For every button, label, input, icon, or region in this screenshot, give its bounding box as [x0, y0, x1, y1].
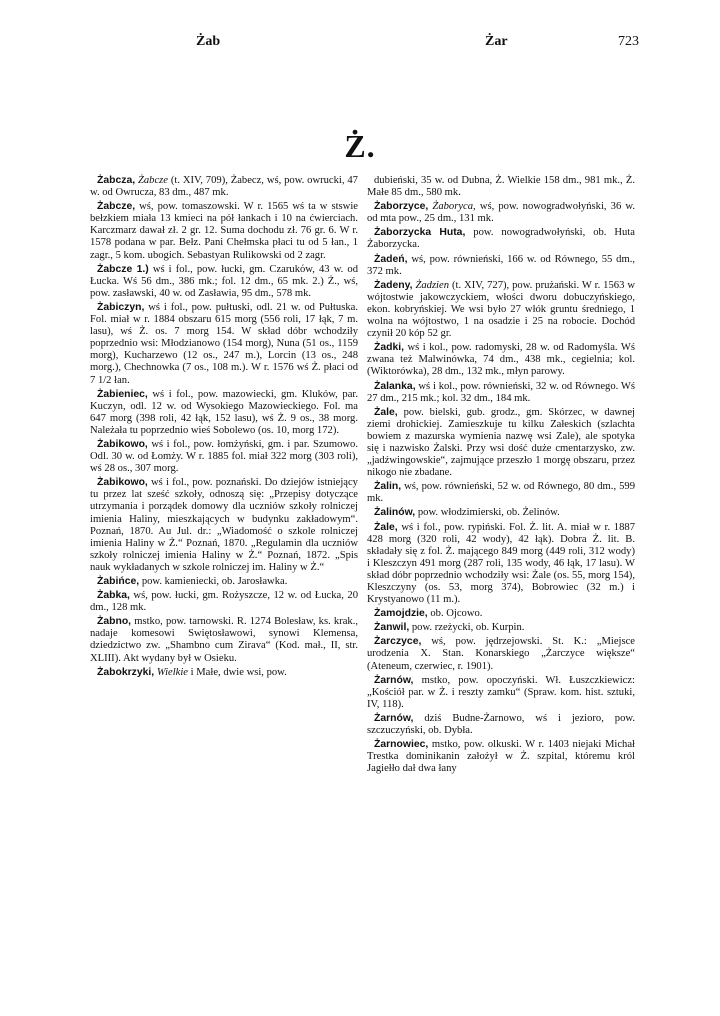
entry-headword: Żadki,	[374, 342, 405, 354]
entry-headword: Żalanka,	[374, 380, 416, 392]
entry-headword: Żarnów,	[374, 712, 414, 724]
entry-headword: Żabokrzyki,	[97, 666, 155, 678]
dictionary-entry	[367, 201, 635, 225]
entry-headword: Żale,	[374, 521, 398, 533]
dictionary-entry	[367, 713, 635, 737]
entry-body: (t. XIV, 709), Żabecz, wś, pow. owrucki, 47 w. od Owrucza, 83 dm., 487 mk.	[90, 175, 358, 199]
dictionary-entry	[367, 280, 635, 340]
entry-headword: Żaborzycka Huta,	[374, 227, 466, 239]
entry-body: wś, pow. równieński, 52 w. od Równego, 80 dm., 599 mk.	[367, 481, 635, 505]
entry-headword: Żabcze 1.)	[97, 263, 149, 275]
entry-body: mstko, pow. tarnowski. R. 1274 Bolesław, ks. krak., nadaje komesowi Swiętosławowi, synowi Klemensa, dziedzictwo zw. „Shambno cum Zirava“ (Kod. mał., II, str. XLIII). Akt wydany był w Osieku.	[90, 616, 358, 664]
section-letter-heading: Ż.	[344, 128, 376, 164]
dictionary-entry	[367, 342, 635, 378]
entry-body: i Małe, dwie wsi, pow.	[190, 666, 287, 678]
page-header	[0, 34, 720, 56]
entry-headword: Żamojdzie,	[374, 608, 428, 620]
dictionary-entry	[367, 608, 635, 620]
entry-body: (t. XIV, 727), pow. prużański. W r. 1563 w wójtostwie jakowczyckiem, włości dworu dobuczyńskiego, ekon. kobryńskiej. We wsi było 27 włók gruntu średniego, 1 wolna na wójtostwo, 1 na osadzie i 25 na robocie. Dochód czynił 20 kóp 52 gr.	[367, 279, 635, 340]
entry-headword: Żale,	[374, 406, 398, 418]
entry-body: wś i kol., pow. radomyski, 28 w. od Radomyśla. Wś zwana też Malwinówka, 74 dm., 438 mk., cegielnia; kol. (Wiktorówka), 28 dm., 132 mk., młyn parowy.	[367, 342, 635, 378]
entry-body: wś i fol., pow. łucki, gm. Czarukόw, 43 w. od Łucka. Wś 56 dm., 386 mk.; fol. 12 dm., 65 mk. 2.) Ż., wś, pow. zasławski, 40 w. od Zasławia, 95 dm., 578 mk.	[90, 263, 358, 299]
entry-body: wś, pow. tomaszowski. W r. 1565 wś ta w stswie bełzkiem miała 13 kmieci na pół łankach i 10 na ćwierciach. Karczmarz dawał zł. 2 gr. 12. Suma dochodu zł. 76 gr. 6. W r. 1578 podana w par. Bełz. Pani Chełmska płaci tu od 5 łan., 1 zagr., 5 kom. ubogich. Sebastyan Rulikowski od 2 zagr.	[90, 201, 358, 261]
entry-body: wś i fol., pow. mazowiecki, gm. Kluków, par. Kuczyn, odl. 12 w. od Wysokiego Mazowieckiego. Fol. ma 647 morg (398 roli, 42 łąk, 152 lasu), wś Ż. 9 os., 38 morg. Należała tu poprzednio wieś Sobolewo (os. 10, morg 172).	[90, 388, 358, 436]
dictionary-entry	[90, 175, 358, 199]
entry-headword: Żabieniec,	[97, 388, 148, 400]
entry-body: mstko, pow. olkuski. W r. 1403 niejaki Michał Trestka dominikanin założył w Ż. szpital, któremu król Jagiełło dał dwa łany	[367, 739, 635, 775]
entry-body: pow. bielski, gub. grodz., gm. Skórzec, w dawnej ziemi drohickiej. Zamieszkuje tu kilku Załeskich (szlachta bowiem z mazurska wymienia nazwę wsi Zale), ale spotyka się i nazwisko Żalski. Przy wsi dość duże cmentarzysko, zw. „jadźwingowskie“, zajmujące przeszło 1 morgę obszaru, przez nikogo nie zbadane.	[367, 406, 635, 479]
dictionary-entry	[90, 477, 358, 574]
dictionary-entry	[90, 302, 358, 387]
dictionary-entry	[367, 675, 635, 711]
entry-body: pow. włodzimierski, ob. Żelinów.	[417, 507, 560, 519]
dictionary-entry	[367, 507, 635, 519]
dictionary-entry	[367, 381, 635, 405]
entry-variant: Wielkie	[156, 666, 189, 678]
entry-body: pow. nowogradwołyński, ob. Huta Żaborzycka.	[367, 227, 635, 251]
right-column	[367, 175, 635, 777]
dictionary-entry	[90, 576, 358, 588]
entry-body: dziś Budne-Żarnowo, wś i jezioro, pow. szczuczyński, ob. Dybła.	[367, 712, 635, 737]
header-left-catchword: Żab	[196, 34, 221, 49]
entry-body: pow. kamieniecki, ob. Jarosławka.	[141, 576, 288, 587]
dictionary-entry	[367, 622, 635, 634]
entry-body: mstko, pow. opoczyński. Wł. Łuszczkiewicz: „Kościół par. w Ż. i reszty zamku“ (Spraw. kom. hist. sztuki, IV, 118).	[367, 674, 635, 710]
dictionary-entry	[90, 439, 358, 475]
dictionary-entry	[367, 522, 635, 607]
dictionary-entry	[367, 739, 635, 775]
dictionary-entry	[367, 254, 635, 278]
entry-body: wś, pow. nowogradwołyński, 36 w. od mta pow., 25 dm., 131 mk.	[367, 201, 635, 225]
entry-body: wś i kol., pow. równieński, 32 w. od Równego. Wś 27 dm., 215 mk.; kol. 32 dm., 184 mk.	[367, 380, 635, 404]
entry-headword: Żarczyce,	[374, 636, 422, 648]
left-column	[90, 175, 358, 681]
entry-headword: Żabińce,	[97, 576, 140, 587]
entry-headword: Żaborzyce,	[374, 201, 429, 213]
dictionary-entry	[367, 227, 635, 251]
dictionary-entry	[90, 616, 358, 664]
entry-headword: Żabcza,	[97, 175, 136, 186]
entry-body: wś, pow. równieński, 166 w. od Równego, 55 dm., 372 mk.	[367, 253, 635, 277]
entry-headword: Żadeny,	[374, 279, 413, 291]
entry-headword: Żarnów,	[374, 674, 414, 686]
dictionary-entry	[367, 175, 635, 199]
entry-headword: Żabikowo,	[97, 438, 148, 450]
entry-headword: Żabiczyn,	[97, 301, 145, 313]
entry-body: wś i fol., pow. pułtuski, odl. 21 w. od Pułtuska. Fol. miał w r. 1884 obszaru 615 morg (556 roli, 17 łąk, 7 m. lasu), wś Ż. os. 7 morg 154. W skład dóbr wchodziły poprzednio wsi: Młodzianowo (154 morg), Nuna (51 os., 1159 morg), Kucharzewo (12 os., 247 m.), Lorcin (13 os., 248 morg.), Chechnowka (7 os., 108 m.). W r. 1576 wś Ż. płaci od 7 1/2 łan.	[90, 301, 358, 386]
dictionary-entry	[367, 481, 635, 505]
entry-body: wś i fol., pow. łomżyński, gm. i par. Szumowo. Odl. 30 w. od Łomży. W r. 1885 fol. miał 322 morg (303 roli), wś 28 os., 307 morg.	[90, 438, 359, 475]
entry-variant: Żadzien	[415, 279, 450, 291]
entry-headword: Żalin,	[374, 481, 402, 493]
header-right-catchword: Żar	[485, 34, 508, 49]
entry-body: pow. rzeżycki, ob. Kurpin.	[411, 622, 525, 634]
dictionary-entry	[90, 201, 358, 261]
page-number: 723	[618, 34, 639, 49]
entry-body: wś i fol., pow. rypiński. Fol. Ż. lit. A. miał w r. 1887 428 morg (320 roli, 42 wody), 42 łąk). Dobra Ż. lit. B. składały się z fol. Ż. mającego 849 morg (449 roli, 312 wody) i Kleszczyn 491 morg (287 roli, 135 wody, 46 łąk, 17 lasu). W skład dóbr poprzednio wchodziły wsi: Żale (os. 55, morg 154), Kleszczyny (os. 53, morg 374), Bobrowiec (32 m.) i Krystyanowo (11 m.).	[367, 521, 635, 606]
entry-headword: Żarnowiec,	[374, 739, 429, 751]
entry-headword: Żalinów,	[374, 507, 416, 519]
dictionary-entry	[90, 590, 358, 614]
dictionary-entry	[367, 407, 635, 480]
entry-variant: Żaboryca,	[432, 201, 476, 213]
dictionary-entry	[90, 667, 358, 679]
entry-headword: Żabcze,	[97, 201, 136, 213]
entry-body: wś, pow. jędrzejowski. St. K.: „Miejsce urodzenia X. Stan. Konarskiego „Żarczyce większe“ (Ateneum, czerwiec, r. 1901).	[367, 636, 635, 672]
entry-headword: Żadeń,	[374, 253, 408, 265]
dictionary-entry	[90, 264, 358, 300]
entry-body: dubieński, 35 w. od Dubna, Ż. Wielkie 158 dm., 981 mk., Ż. Małe 85 dm., 580 mk.	[367, 175, 635, 199]
entry-variant: Żabcze	[137, 175, 168, 186]
entry-body: wś, pow. łucki, gm. Rożyszcze, 12 w. od Łucka, 20 dm., 128 mk.	[90, 590, 358, 614]
entry-headword: Żabka,	[97, 590, 130, 602]
entry-body: wś i fol., pow. poznański. Do dziejów istniejący tu przez lat sześć szkoły, odnoszą się: „Przepisy dotyczące utrzymania i porządek domowy dla uczniów szkoły rolniczej imienia Haliny, mieszkających w budynku zakładowym“. Poznań, 1870. Au Jul. dr.: „Wiadomość o szkole rolniczej imienia Haliny w Ż.“ Poznań, 1870. „Regulamin dla uczniów szkoły rolniczej imienia Haliny w Ż.“ Poznań, 1872. „Spis nauk wykładanych w szkole rolniczej im. Haliny w Ż.“	[90, 477, 358, 573]
entry-body: ob. Ojcowo.	[430, 608, 483, 620]
entry-headword: Żanwil,	[374, 622, 410, 634]
entry-headword: Żabno,	[97, 616, 132, 628]
dictionary-entry	[367, 636, 635, 672]
entry-headword: Żabikowo,	[97, 477, 148, 489]
dictionary-entry	[90, 389, 358, 437]
